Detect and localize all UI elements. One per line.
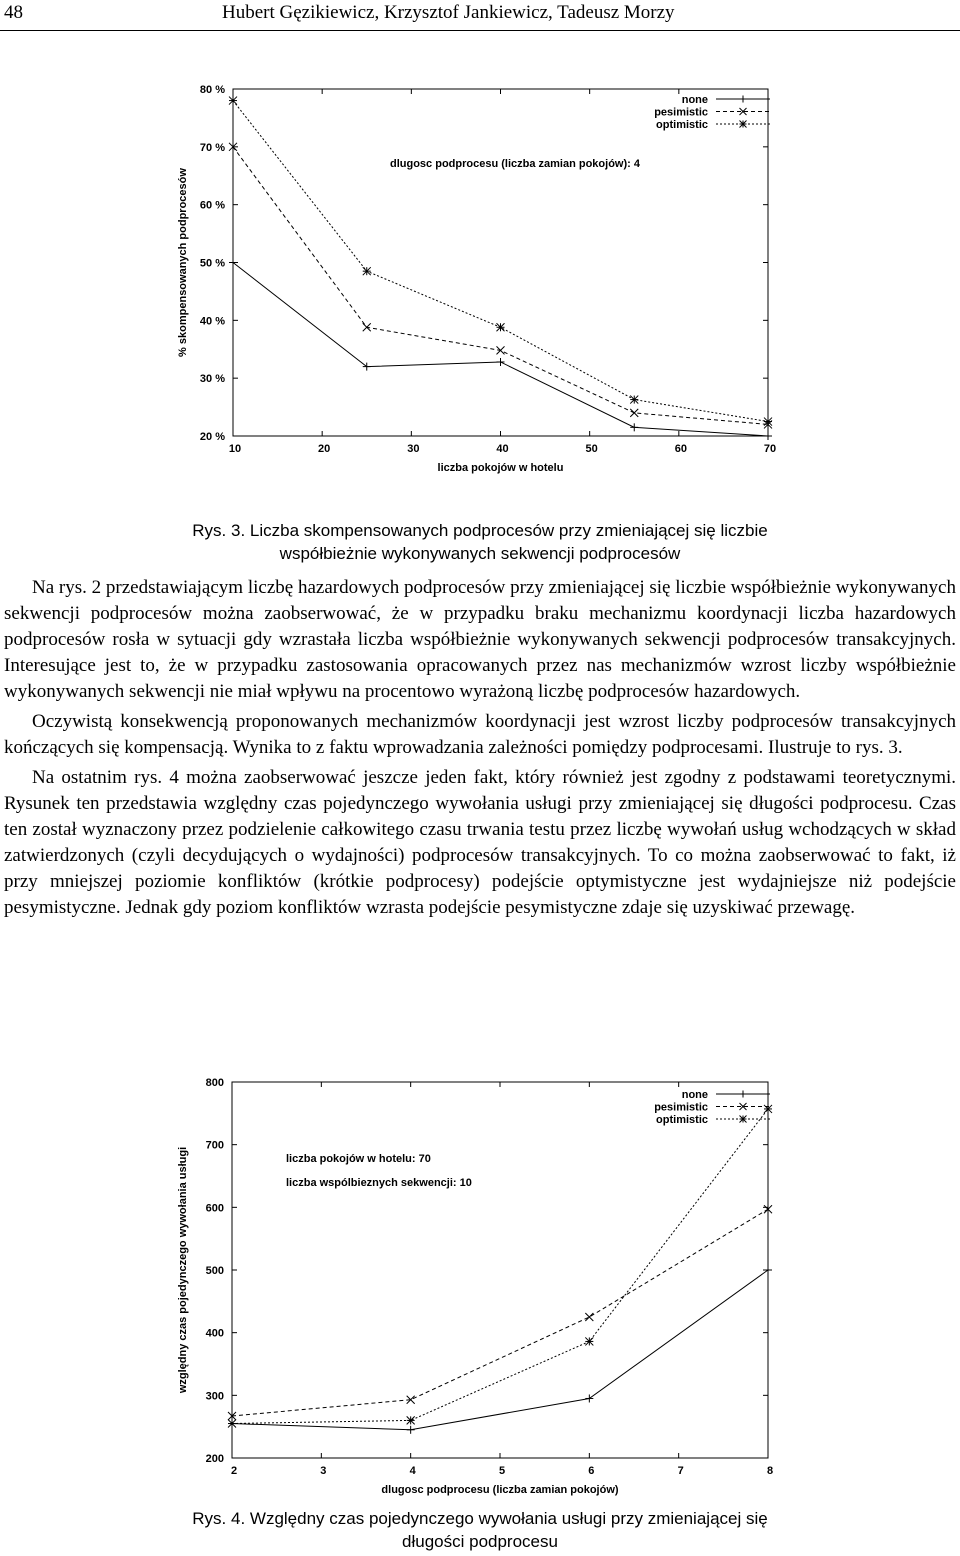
chart0-series-none-point xyxy=(497,358,505,366)
chart0-y-axis-title: % skompensowanych podprocesów xyxy=(177,168,189,357)
chart0-x-tick-label: 30 xyxy=(407,443,420,455)
chart1-legend-label-none: none xyxy=(681,1089,708,1101)
chart0-x-axis-title: liczba pokojów w hotelu xyxy=(437,462,564,474)
figure-3-caption-line1: Rys. 3. Liczba skompensowanych podprocesów przy zmieniającej się liczbie xyxy=(192,521,768,540)
chart0-y-tick-label: 40 % xyxy=(199,315,225,328)
chart1-x-tick-label: 5 xyxy=(498,1465,506,1477)
chart1-legend-marker-none xyxy=(740,1091,747,1098)
chart1-x-tick-label: 4 xyxy=(409,1465,416,1477)
chart1-series-none-point xyxy=(407,1426,415,1434)
chart1-series-optimistic-point xyxy=(407,1416,415,1424)
chart0-plot-frame xyxy=(233,89,768,436)
chart1-series-pesimistic-point xyxy=(585,1313,593,1321)
chart0-y-tick-label: 50 % xyxy=(199,257,225,270)
chart0-series-optimistic-point xyxy=(363,267,371,275)
chart1-y-tick-label: 500 xyxy=(205,1265,224,1277)
chart1-legend-marker-optimistic xyxy=(740,1116,747,1123)
figure-4-caption-line2: długości podprocesu xyxy=(402,1532,558,1551)
chart1-series-optimistic-point xyxy=(228,1420,236,1428)
figure-4-chart xyxy=(150,1062,810,1496)
chart0-series-optimistic-point xyxy=(764,418,772,426)
chart0-series-optimistic-line xyxy=(233,101,768,422)
chart0-legend-marker-optimistic xyxy=(740,121,747,128)
chart0-series-optimistic-point xyxy=(630,396,638,404)
chart0-series-optimistic-point xyxy=(497,323,505,331)
paragraph-2: Oczywistą konsekwencją proponowanych mechanizmów koordynacji jest wzrost liczby podprocesów transakcyjnych kończących się kompensacją. Wynika to z faktu wprowadzania zależności pomiędzy podprocesami. Ilustruje to rys. 3. xyxy=(4,711,956,758)
paragraph-1: Na rys. 2 przedstawiającym liczbę hazardowych podprocesów przy zmieniającej się liczbie współbieżnie wykonywanych sekwencji podprocesów można zaobserwować, że w przypadku braku mechanizmu koordynacji liczba hazardowych podprocesów rosła w sytuacji gdy wzrastała liczba współbieżnie wykonywanych sekwencji podprocesów transakcyjnych. Interesujące jest to, że w przypadku zastosowania opracowanych przez nas mechanizmów wzrost liczby współbieżnie wykonywanych sekwencji nie miał wpływu na procentowo wyrażoną liczbę podprocesów hazardowych. xyxy=(4,577,956,702)
chart0-series-none-point xyxy=(630,423,638,431)
chart0-series-none-line xyxy=(233,263,768,437)
chart0-x-tick-label: 20 xyxy=(318,443,331,455)
chart1-series-pesimistic-line xyxy=(232,1209,768,1416)
figure-3-caption-line2: współbieżnie wykonywanych sekwencji podprocesów xyxy=(279,544,681,563)
chart1-series-none-line xyxy=(232,1270,768,1430)
chart1-plot-frame xyxy=(232,1082,768,1458)
chart1-annotation-2: liczba wspólbieznych sekwencji: 10 xyxy=(286,1177,472,1189)
chart0-series-none-point xyxy=(764,432,772,440)
chart0-x-tick-label: 50 xyxy=(585,443,598,455)
chart0-x-tick-label: 40 xyxy=(496,443,509,455)
chart1-y-tick-label: 400 xyxy=(205,1327,224,1340)
chart1-y-tick-label: 200 xyxy=(205,1453,224,1465)
chart0-x-tick-label: 70 xyxy=(763,443,777,455)
figure-3-chart xyxy=(150,70,810,510)
chart1-series-none-point xyxy=(585,1394,593,1402)
paragraph-3: Na ostatnim rys. 4 można zaobserwować jeszcze jeden fakt, który również jest zgodny z podstawami teoretycznymi. Rysunek ten przedstawia względny czas pojedynczego wywołania usługi przy zmieniającej się długości podprocesu. Czas ten został wyznaczony przez podzielenie całkowitego czasu trwania testu przez liczbę wywołań usług wchodzących w skład zatwierdzonych (czyli decydujących o wydajności) podprocesów transakcyjnych. To co można zaobserwować to fakt, iż przy mniejszej poziomie konfliktów (krótkie podprocesy) podejście optymistyczne jest wydajniejsze niż podejście pesymistyczne. Jednak gdy poziom konfliktów wzrasta podejście pesymistyczne zdaje się uzyskiwać przewagę. xyxy=(4,767,956,918)
chart0-x-tick-label: 10 xyxy=(228,443,242,455)
chart0-legend-label-pesimistic: pesimistic xyxy=(654,106,708,119)
chart1-series-optimistic-point xyxy=(585,1337,593,1345)
chart0-legend-marker-none xyxy=(740,96,747,103)
chart1-x-tick-label: 8 xyxy=(766,1465,774,1477)
page-number: 48 xyxy=(4,2,23,23)
chart1-y-tick-label: 600 xyxy=(205,1202,224,1215)
chart0-series-pesimistic-line xyxy=(233,147,768,425)
chart1-y-tick-label: 800 xyxy=(205,1077,224,1089)
chart0-y-tick-label: 80 % xyxy=(199,84,225,96)
chart0-legend-label-none: none xyxy=(681,94,708,106)
chart1-x-tick-label: 6 xyxy=(588,1465,595,1477)
chart-4-svg xyxy=(150,1062,810,1496)
header-rule xyxy=(0,30,960,31)
chart1-x-tick-label: 2 xyxy=(230,1465,238,1477)
chart1-y-tick-label: 700 xyxy=(205,1139,224,1152)
figure-4-caption-line1: Rys. 4. Względny czas pojedynczego wywołania usługi przy zmieniającej się xyxy=(192,1509,768,1528)
chart0-y-tick-label: 60 % xyxy=(199,199,225,212)
chart1-x-tick-label: 3 xyxy=(320,1465,327,1477)
chart1-x-axis-title: dlugosc podprocesu (liczba zamian pokojów) xyxy=(381,1484,619,1496)
chart0-y-tick-label: 30 % xyxy=(199,373,225,386)
chart0-series-optimistic-point xyxy=(229,97,237,105)
chart1-y-axis-title: względny czas pojedynczego wywołania usługi xyxy=(177,1146,189,1394)
chart1-annotation: liczba pokojów w hotelu: 70 xyxy=(286,1153,431,1165)
chart-3-svg xyxy=(150,70,810,510)
body-text xyxy=(4,575,956,921)
chart1-legend-label-optimistic: optimistic xyxy=(656,1114,708,1126)
chart0-y-tick-label: 20 % xyxy=(199,431,225,443)
chart1-legend-label-pesimistic: pesimistic xyxy=(654,1101,708,1114)
figure-3-caption xyxy=(0,519,960,565)
page-header xyxy=(0,0,960,34)
chart0-y-tick-label: 70 % xyxy=(199,141,225,154)
chart0-annotation: dlugosc podprocesu (liczba zamian pokojów): 4 xyxy=(390,158,640,170)
chart1-y-tick-label: 300 xyxy=(205,1390,224,1403)
chart0-series-pesimistic-point xyxy=(630,409,638,417)
chart0-x-tick-label: 60 xyxy=(674,443,687,455)
running-head-authors: Hubert Gęzikiewicz, Krzysztof Jankiewicz, Tadeusz Morzy xyxy=(222,2,675,23)
figure-4-caption xyxy=(0,1507,960,1553)
chart1-x-tick-label: 7 xyxy=(677,1465,684,1477)
chart1-series-none-point xyxy=(764,1266,772,1274)
chart0-legend-label-optimistic: optimistic xyxy=(656,119,708,131)
